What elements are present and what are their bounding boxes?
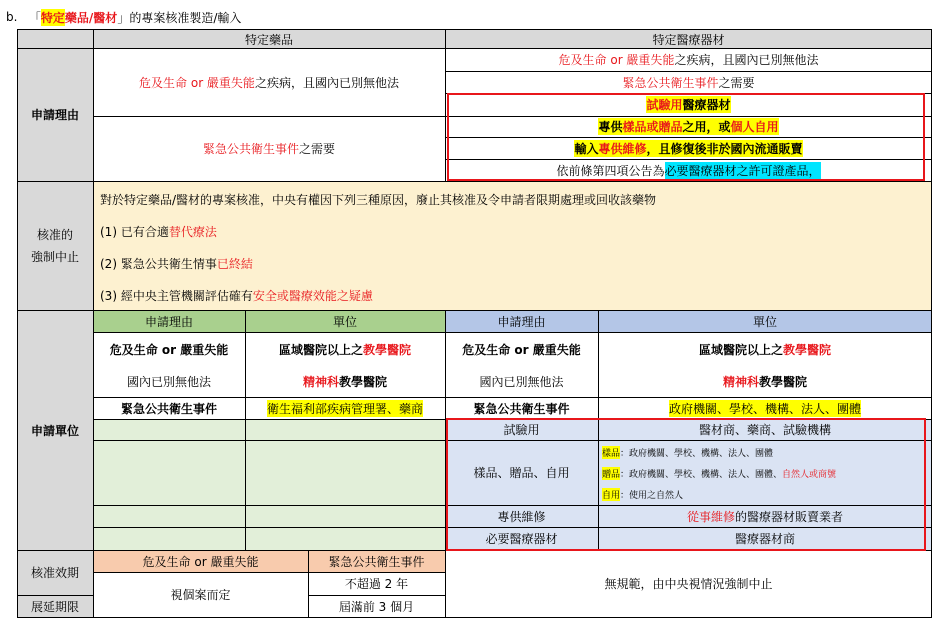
device-unit-unit-7: 醫療器材商 bbox=[734, 532, 795, 546]
device-unit-header-reason: 申請理由 bbox=[497, 314, 546, 329]
device-reason-3: 試驗用醫療器材 bbox=[646, 98, 731, 112]
device-reason-1: 危及生命 or 嚴重失能 之疾病，且國內已別無他法 bbox=[558, 53, 819, 67]
drug-unit-reason-2: 國內已別無他法 bbox=[126, 374, 211, 389]
device-reason-5: 輸入專供維修，且修復後非於國內流通販賣 bbox=[574, 141, 803, 156]
device-unit-header-unit: 單位 bbox=[752, 314, 777, 329]
device-unit-reason-5: 樣品、贈品、自用 bbox=[473, 466, 570, 480]
revoke-label: 核准的 強制中止 bbox=[30, 227, 79, 264]
validity-case-by-case: 視個案而定 bbox=[170, 588, 231, 602]
drug-reason-2: 緊急公共衛生事件 之需要 bbox=[202, 142, 336, 156]
device-unit-unit-6: 從事維修 的醫療器材販賣業者 bbox=[686, 509, 844, 524]
drug-unit-empty-bg bbox=[93, 419, 445, 550]
device-unit-reason-6: 專供維修 bbox=[497, 509, 546, 524]
device-unit-sample: 樣品 ：政府機關、學校、機構、法人、團體 bbox=[602, 444, 773, 460]
page-heading: b. 「 特定 藥品/醫材 」 的專案核准製造/輸入 bbox=[6, 10, 242, 25]
device-reason-2: 緊急公共衛生事件 之需要 bbox=[622, 75, 755, 90]
drug-unit-unit-3: 衛生福利部疾病管理署、藥商 bbox=[266, 401, 423, 416]
extension-label: 展延期限 bbox=[30, 599, 79, 614]
heading-highlight-2: 藥品/醫材 bbox=[64, 10, 118, 25]
revoke-intro: 對於特定藥品/醫材的專案核准，中央有權因下列三種原因，廢止其核准及令申請者限期處理或回收該藥物 bbox=[100, 192, 657, 207]
device-unit-unit-1: 區域醫院以上之 教學醫院 bbox=[698, 342, 832, 357]
drug-unit-reason-1: 危及生命 or 嚴重失能 bbox=[109, 342, 229, 357]
device-reason-redbox bbox=[447, 93, 925, 181]
device-unit-unit-2: 精神科 教學醫院 bbox=[722, 374, 808, 389]
drug-unit-header-unit: 單位 bbox=[332, 314, 357, 329]
device-reason-4: 專供樣品或贈品之用，或個人自用 bbox=[598, 120, 779, 134]
validity-label: 核准效期 bbox=[30, 566, 79, 580]
header-device: 特定醫療器材 bbox=[652, 32, 725, 47]
device-reason-6: 依前條第四項公告為 必要醫療器材之許可證產品， bbox=[556, 163, 821, 178]
drug-unit-unit-1: 區域醫院以上之 教學醫院 bbox=[278, 342, 412, 357]
device-unit-unit-4: 醫材商、藥商、試驗機構 bbox=[698, 423, 831, 437]
heading-highlight-1: 特定 bbox=[40, 10, 65, 25]
reason-label: 申請理由 bbox=[30, 108, 79, 122]
device-unit-reason-4: 試驗用 bbox=[503, 423, 540, 437]
device-unit-unit-3: 政府機關、學校、機構、法人、團體 bbox=[668, 401, 861, 416]
drug-unit-reason-3: 緊急公共衛生事件 bbox=[120, 401, 217, 416]
header-drug: 特定藥品 bbox=[244, 32, 293, 47]
drug-reason-1: 危及生命 or 嚴重失能 之疾病，且國內已別無他法 bbox=[139, 75, 399, 90]
validity-device: 無規範，由中央視情況強制中止 bbox=[604, 577, 773, 591]
revoke-item-1: (1) 已有合適 替代療法 bbox=[100, 224, 217, 239]
device-unit-reason-1: 危及生命 or 嚴重失能 bbox=[462, 342, 581, 357]
device-unit-reason-2: 國內已別無他法 bbox=[479, 374, 564, 389]
device-unit-redbox bbox=[446, 418, 926, 551]
extension-three-months: 屆滿前 3 個月 bbox=[338, 599, 415, 614]
device-unit-selfuse: 自用 ：使用之自然人 bbox=[602, 486, 683, 502]
revoke-item-2: (2) 緊急公共衛生情事 已終結 bbox=[100, 256, 253, 271]
drug-unit-unit-2: 精神科 教學醫院 bbox=[302, 374, 388, 389]
device-unit-gift: 贈品 ：政府機關、學校、機構、法人、團體、 自然人或商號 bbox=[602, 465, 836, 481]
validity-header-2: 緊急公共衛生事件 bbox=[328, 554, 425, 569]
revoke-item-3: (3) 經中央主管機關評估確有 安全或醫療效能之疑慮 bbox=[100, 288, 373, 303]
device-unit-reason-7: 必要醫療器材 bbox=[485, 532, 558, 546]
validity-header-1: 危及生命 or 嚴重失能 bbox=[142, 554, 259, 569]
validity-two-years: 不超過 2 年 bbox=[344, 577, 409, 591]
device-unit-reason-3: 緊急公共衛生事件 bbox=[473, 401, 570, 416]
unit-label: 申請單位 bbox=[30, 423, 79, 438]
drug-unit-header-reason: 申請理由 bbox=[144, 314, 193, 329]
